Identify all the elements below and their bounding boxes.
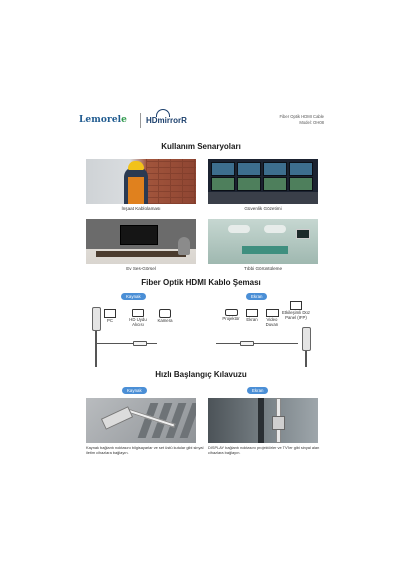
control-desk [208,192,318,204]
scenario-caption: Güvenlik Gözetimi [244,206,282,211]
tv-icon [120,225,158,245]
monitor-screen [237,177,261,191]
monitor-screen [289,162,313,176]
scenarios-title: Kullanım Senaryoları [161,142,241,151]
display-connection-photo [208,398,318,443]
source-instructions: Kaynak bağlantı noktasını bilgisayarlar ve set üstü kutular gibi sinyal iletim cihazlara bağlayın. [86,445,204,455]
monitor-device [244,309,260,323]
monitor-screen [211,162,235,176]
camera-device [154,309,176,324]
video-wall-icon [266,309,279,317]
device-label: Etkileşimli Düz Panel (IFP) [282,310,310,320]
display-connector-icon [240,341,254,346]
brick-wall [146,159,196,204]
hdmi-plug-icon [272,416,285,430]
monitor-screen [211,177,235,191]
display-instructions: DISPLAY bağlantı noktasını projektörler ve TV'ler gibi sinyal alan cihazlara bağlayın. [208,445,320,455]
device-label: HD Uydu Alıcısı [129,317,147,327]
source-plug [92,307,101,331]
product-name: Fiber Optik HDMI Cable [279,114,324,119]
pc-icon [104,309,116,318]
display-plug [302,327,311,351]
pc-device [102,309,118,324]
device-label: PC [107,318,113,323]
quickstart-title: Hızlı Başlangıç Kılavuzu [155,370,247,379]
hdmirror-logo: HDmirrorR [146,116,187,125]
product-model [280,114,324,125]
qs-source-label: Kaynak [122,387,147,394]
interactive-panel-icon [290,301,302,310]
ifp-device [282,301,310,321]
helmet-icon [128,161,144,170]
projector-icon [225,309,238,316]
source-cable [95,331,97,367]
product-model-number: Model: OH08 [299,119,324,125]
display-cable [305,351,307,367]
lemorele-logo-text: Lemorel [79,115,122,125]
satellite-receiver-icon [132,309,144,317]
camera-icon [159,309,171,318]
surgical-lamp-icon [228,225,250,233]
monitor-icon [246,309,258,317]
scenario-caption: Ev Ses-Görsel [126,266,156,271]
operating-table [242,246,288,254]
scenario-caption: Tıbbi Görüntüleme [243,266,283,271]
source-connection-photo [86,398,196,443]
video-wall-device [262,309,282,328]
monitor-screen [263,162,287,176]
display-link-line [216,343,240,344]
medical-monitor-icon [296,229,310,239]
display-link-line [254,343,298,344]
satellite-receiver-device [126,309,150,328]
surgical-lamp-icon [264,225,286,233]
device-label: Video Duvarı [265,317,279,327]
hdmi-plug-icon [101,406,133,430]
device-label: Ekran [246,317,258,322]
lemorele-logo-text-end: e [121,115,127,125]
monitor-screen [263,177,287,191]
projector-device [220,309,242,322]
header-divider [140,113,141,128]
qs-display-label: Ekran [247,387,268,394]
tv-cabinet [96,251,186,257]
source-connector-icon [133,341,147,346]
construction-photo [86,159,196,204]
source-link-line [147,343,157,344]
lemorele-logo [79,115,127,125]
speaker-icon [178,237,190,255]
monitor-screen [237,162,261,176]
tv-back-panel [258,398,264,443]
monitor-screen [289,177,313,191]
scenario-caption: İnşaat Kablolaması [121,206,161,211]
worker-vest [128,177,144,204]
device-label: Projektör [222,316,240,321]
medical-photo [208,219,318,264]
header [76,108,326,132]
source-link-line [95,343,133,344]
display-label: Ekran [246,293,267,300]
surveillance-photo [208,159,318,204]
product-sheet [76,108,326,473]
home-av-photo [86,219,196,264]
diagram-title: Fiber Optik HDMI Kablo Şeması [141,278,261,287]
source-label: Kaynak [121,293,146,300]
cable-diagram [76,291,326,369]
device-label: Kamera [157,318,173,323]
